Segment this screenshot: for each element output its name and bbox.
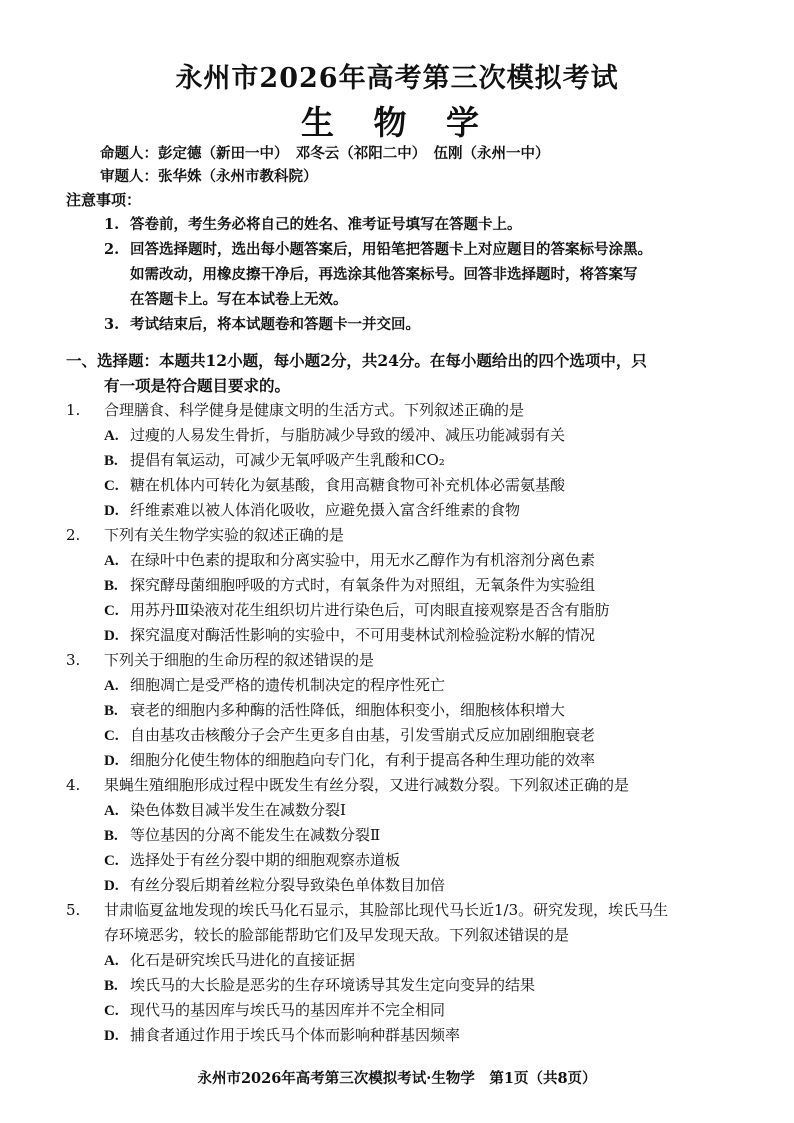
notice-item bbox=[104, 313, 420, 334]
question-number: 5. bbox=[66, 901, 81, 919]
answer-option bbox=[104, 849, 400, 870]
option-text: 有丝分裂后期着丝粒分裂导致染色单体数目加倍 bbox=[130, 876, 446, 894]
answer-option bbox=[104, 874, 445, 895]
option-text: 衰老的细胞内多种酶的活性降低，细胞体积变小，细胞核体积增大 bbox=[130, 701, 566, 719]
question-number: 1. bbox=[66, 401, 81, 419]
option-text: 过瘦的人易发生骨折，与脂肪减少导致的缓冲、减压功能减弱有关 bbox=[130, 426, 566, 444]
option-text: 糖在机体内可转化为氨基酸，食用高糖食物可补充机体必需氨基酸 bbox=[130, 476, 566, 494]
notice-text: 考试结束后，将本试题卷和答题卡一并交回。 bbox=[130, 316, 420, 333]
question-text: 下列关于细胞的生命历程的叙述错误的是 bbox=[104, 651, 375, 669]
option-label: B. bbox=[104, 828, 118, 844]
option-text: 选择处于有丝分裂中期的细胞观察赤道板 bbox=[130, 851, 401, 869]
answer-option bbox=[104, 799, 346, 820]
option-text: 细胞分化使生物体的细胞趋向专门化，有利于提高各种生理功能的效率 bbox=[130, 751, 596, 769]
option-label: A. bbox=[104, 428, 119, 444]
answer-option bbox=[104, 974, 535, 995]
option-text: 探究温度对酶活性影响的实验中，不可用斐林试剂检验淀粉水解的情况 bbox=[130, 626, 596, 644]
answer-option bbox=[104, 949, 355, 970]
notice-text: 在答题卡上。写在本试卷上无效。 bbox=[130, 291, 348, 308]
answer-option bbox=[104, 424, 565, 445]
question-number: 4. bbox=[66, 776, 81, 794]
option-label: C. bbox=[104, 603, 119, 619]
answer-option bbox=[104, 474, 565, 495]
answer-option bbox=[104, 499, 520, 520]
answer-option bbox=[104, 674, 445, 695]
option-label: C. bbox=[104, 478, 119, 494]
answer-option bbox=[104, 549, 595, 570]
option-text: 捕食者通过作用于埃氏马个体而影响种群基因频率 bbox=[130, 1026, 461, 1044]
authors-line: 命题人：彭定德（新田一中） 邓冬云（祁阳二中） 伍刚（永州一中） bbox=[100, 145, 550, 162]
option-text: 提倡有氧运动，可减少无氧呼吸产生乳酸和CO₂ bbox=[130, 451, 445, 469]
question-text: 存环境恶劣，较长的脸部能帮助它们及早发现天敌。下列叙述错误的是 bbox=[104, 926, 570, 944]
notice-text: 答卷前，考生务必将自己的姓名、准考证号填写在答题卡上。 bbox=[130, 216, 522, 233]
question-stem bbox=[66, 524, 344, 545]
exam-title: 永州市2026年高考第三次模拟考试 bbox=[175, 63, 619, 94]
option-text: 纤维素难以被人体消化吸收，应避免摄入富含纤维素的食物 bbox=[130, 501, 521, 519]
question-text: 下列有关生物学实验的叙述正确的是 bbox=[104, 526, 345, 544]
option-text: 现代马的基因库与埃氏马的基因库并不完全相同 bbox=[130, 1001, 446, 1019]
option-label: A. bbox=[104, 553, 119, 569]
option-label: D. bbox=[104, 753, 119, 769]
option-label: B. bbox=[104, 703, 118, 719]
question-text: 合理膳食、科学健身是健康文明的生活方式。下列叙述正确的是 bbox=[104, 401, 525, 419]
answer-option bbox=[104, 724, 595, 745]
answer-option bbox=[104, 574, 595, 595]
option-text: 探究酵母菌细胞呼吸的方式时，有氧条件为对照组，无氧条件为实验组 bbox=[130, 576, 596, 594]
question-stem bbox=[66, 899, 668, 920]
question-number: 2. bbox=[66, 526, 81, 544]
option-text: 等位基因的分离不能发生在减数分裂Ⅱ bbox=[130, 826, 381, 844]
answer-option bbox=[104, 449, 445, 470]
notice-number: 2. bbox=[104, 241, 120, 258]
answer-option bbox=[104, 1024, 460, 1045]
section-heading: 有一项是符合题目要求的。 bbox=[104, 376, 291, 395]
answer-option bbox=[104, 824, 380, 845]
notice-text: 回答选择题时，选出每小题答案后，用铅笔把答题卡上对应题目的答案标号涂黑。 bbox=[130, 241, 652, 258]
option-label: A. bbox=[104, 953, 119, 969]
answer-option bbox=[104, 599, 609, 620]
option-label: C. bbox=[104, 728, 119, 744]
question-text: 甘肃临夏盆地发现的埃氏马化石显示，其脸部比现代马长近1/3。研究发现，埃氏马生 bbox=[104, 901, 669, 919]
answer-option bbox=[104, 699, 565, 720]
option-label: B. bbox=[104, 578, 118, 594]
option-label: D. bbox=[104, 878, 119, 894]
question-stem bbox=[66, 399, 524, 420]
option-text: 自由基攻击核酸分子会产生更多自由基，引发雪崩式反应加剧细胞衰老 bbox=[130, 726, 596, 744]
notice-item bbox=[104, 213, 522, 234]
option-label: A. bbox=[104, 678, 119, 694]
option-label: A. bbox=[104, 803, 119, 819]
notice-number: 1. bbox=[104, 216, 120, 233]
option-label: C. bbox=[104, 853, 119, 869]
notice-item bbox=[104, 238, 652, 259]
option-label: D. bbox=[104, 1028, 119, 1044]
option-label: D. bbox=[104, 503, 119, 519]
question-text: 果蝇生殖细胞形成过程中既发生有丝分裂，又进行减数分裂。下列叙述正确的是 bbox=[104, 776, 630, 794]
section-heading: 一、选择题：本题共12小题，每小题2分，共24分。在每小题给出的四个选项中，只 bbox=[66, 351, 647, 370]
option-label: D. bbox=[104, 628, 119, 644]
reviewer-line: 审题人：张华姝（永州市教科院） bbox=[100, 168, 318, 185]
question-stem bbox=[66, 649, 374, 670]
question-stem bbox=[66, 774, 629, 795]
answer-option bbox=[104, 999, 445, 1020]
page-footer: 永州市2026年高考第三次模拟考试·生物学 第1页（共8页） bbox=[197, 1070, 597, 1087]
answer-option bbox=[104, 624, 595, 645]
answer-option bbox=[104, 749, 595, 770]
exam-subject: 生 物 学 bbox=[301, 103, 493, 142]
notice-number: 3. bbox=[104, 316, 120, 333]
option-text: 用苏丹Ⅲ染液对花生组织切片进行染色后，可肉眼直接观察是否含有脂肪 bbox=[130, 601, 610, 619]
notice-heading: 注意事项： bbox=[66, 191, 142, 209]
notice-text: 如需改动，用橡皮擦干净后，再选涂其他答案标号。回答非选择题时，将答案写 bbox=[130, 266, 638, 283]
option-text: 细胞凋亡是受严格的遗传机制决定的程序性死亡 bbox=[130, 676, 446, 694]
option-label: B. bbox=[104, 978, 118, 994]
option-label: C. bbox=[104, 1003, 119, 1019]
option-text: 埃氏马的大长脸是恶劣的生存环境诱导其发生定向变异的结果 bbox=[130, 976, 536, 994]
option-text: 在绿叶中色素的提取和分离实验中，用无水乙醇作为有机溶剂分离色素 bbox=[130, 551, 596, 569]
option-label: B. bbox=[104, 453, 118, 469]
option-text: 化石是研究埃氏马进化的直接证据 bbox=[130, 951, 356, 969]
option-text: 染色体数目减半发生在减数分裂Ⅰ bbox=[130, 801, 346, 819]
question-number: 3. bbox=[66, 651, 81, 669]
